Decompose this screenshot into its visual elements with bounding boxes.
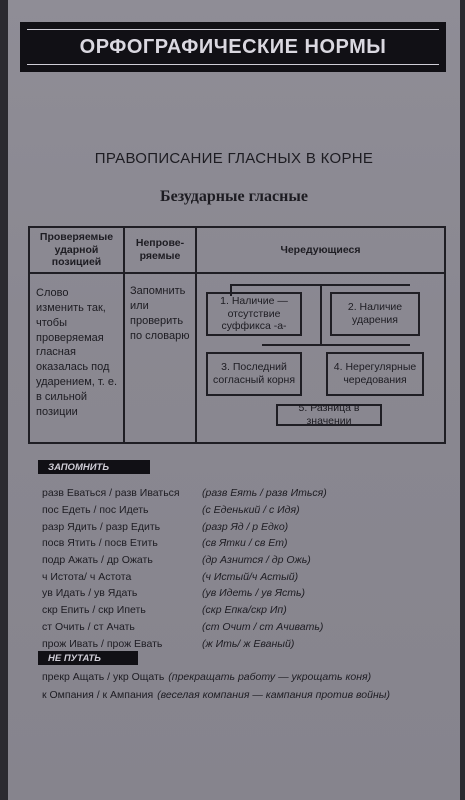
chapter-banner — [20, 22, 446, 72]
rule-box-3: 3. Последний согласный корня — [206, 352, 302, 396]
word-pair: пос Едеть / пос Идеть — [42, 504, 149, 517]
word-pair: посв Ятить / посв Етить — [42, 537, 158, 550]
remember-tag: ЗАПОМНИТЬ — [38, 460, 150, 474]
header-checkable: Проверяемые ударной позицией — [30, 228, 123, 274]
word-hint: (веселая компания — кампания против войны) — [157, 689, 390, 701]
list-item — [42, 602, 452, 619]
list-item — [42, 686, 462, 704]
word-hint: (разв Еять / разв Иться) — [202, 487, 327, 500]
book-page — [8, 0, 460, 800]
not-confuse-tag: НЕ ПУТАТЬ — [38, 651, 138, 665]
word-hint: (ст Очит / ст Ачивать) — [202, 620, 324, 633]
word-hint: (скр Епка/скр Ип) — [202, 604, 287, 617]
word-pair: к Омпания / к Ампания — [42, 689, 154, 701]
word-hint: (с Еденький / с Идя) — [202, 504, 300, 517]
word-hint: (ж Ить/ ж Еваный) — [202, 637, 295, 650]
word-pair: ув Идать / ув Ядать — [42, 587, 138, 600]
word-pair: ч Истота/ ч Астота — [42, 570, 132, 583]
remember-list — [42, 485, 452, 652]
word-pair: прож Ивать / прож Евать — [42, 637, 163, 650]
header-uncheckable: Непрове-ряемые — [125, 228, 195, 274]
list-item — [42, 585, 452, 602]
list-item — [42, 619, 452, 636]
checkable-rule: Слово изменить так, чтобы проверяемая гласная оказалась под ударением, т. е. в сильной позиции — [36, 287, 118, 418]
list-item — [42, 635, 452, 652]
word-hint: (др Азнится / др Ожь) — [202, 554, 311, 567]
list-item — [42, 568, 452, 585]
rule-box-1: 1. Наличие — отсутствие суффикса -а- — [206, 292, 302, 336]
word-hint: (св Ятки / св Ет) — [202, 537, 288, 550]
rule-box-2: 2. Наличие ударения — [330, 292, 420, 336]
header-alternating: Чередующиеся — [197, 228, 444, 274]
list-item — [42, 552, 452, 569]
word-pair: прекр Ащать / укр Ощать — [42, 671, 165, 683]
uncheckable-rule: Запомнить или проверить по словарю — [130, 285, 190, 342]
connector-line — [320, 284, 322, 344]
list-item — [42, 485, 452, 502]
connector-line — [320, 344, 410, 346]
column-divider — [195, 228, 197, 442]
word-hint: (прекращать работу — укрощать коня) — [168, 671, 372, 683]
rule-box-5: 5. Разница в значении — [276, 404, 382, 426]
word-pair: разв Еваться / разв Иваться — [42, 487, 180, 500]
chapter-title: ОРФОГРАФИЧЕСКИЕ НОРМЫ — [27, 29, 439, 65]
list-item — [42, 518, 452, 535]
rule-box-4: 4. Нерегулярные чередования — [326, 352, 424, 396]
word-pair: ст Очить / ст Ачать — [42, 620, 135, 633]
word-pair: подр Ажать / др Ожать — [42, 554, 153, 567]
list-item — [42, 502, 452, 519]
section-subtitle: Безударные гласные — [160, 188, 308, 205]
connector-line — [262, 344, 322, 346]
list-item — [42, 535, 452, 552]
not-confuse-list — [42, 668, 462, 704]
vowel-table — [28, 226, 446, 444]
word-pair: скр Епить / скр Ипеть — [42, 604, 146, 617]
word-pair: разр Ядить / разр Едить — [42, 520, 161, 533]
section-title: ПРАВОПИСАНИЕ ГЛАСНЫХ В КОРНЕ — [94, 150, 374, 167]
word-hint: (разр Яд / р Едко) — [202, 520, 289, 533]
word-hint: (ч Истый/ч Астый) — [202, 570, 299, 583]
word-hint: (ув Идеть / ув Ясть) — [202, 587, 306, 600]
list-item — [42, 668, 462, 686]
column-divider — [123, 228, 125, 442]
